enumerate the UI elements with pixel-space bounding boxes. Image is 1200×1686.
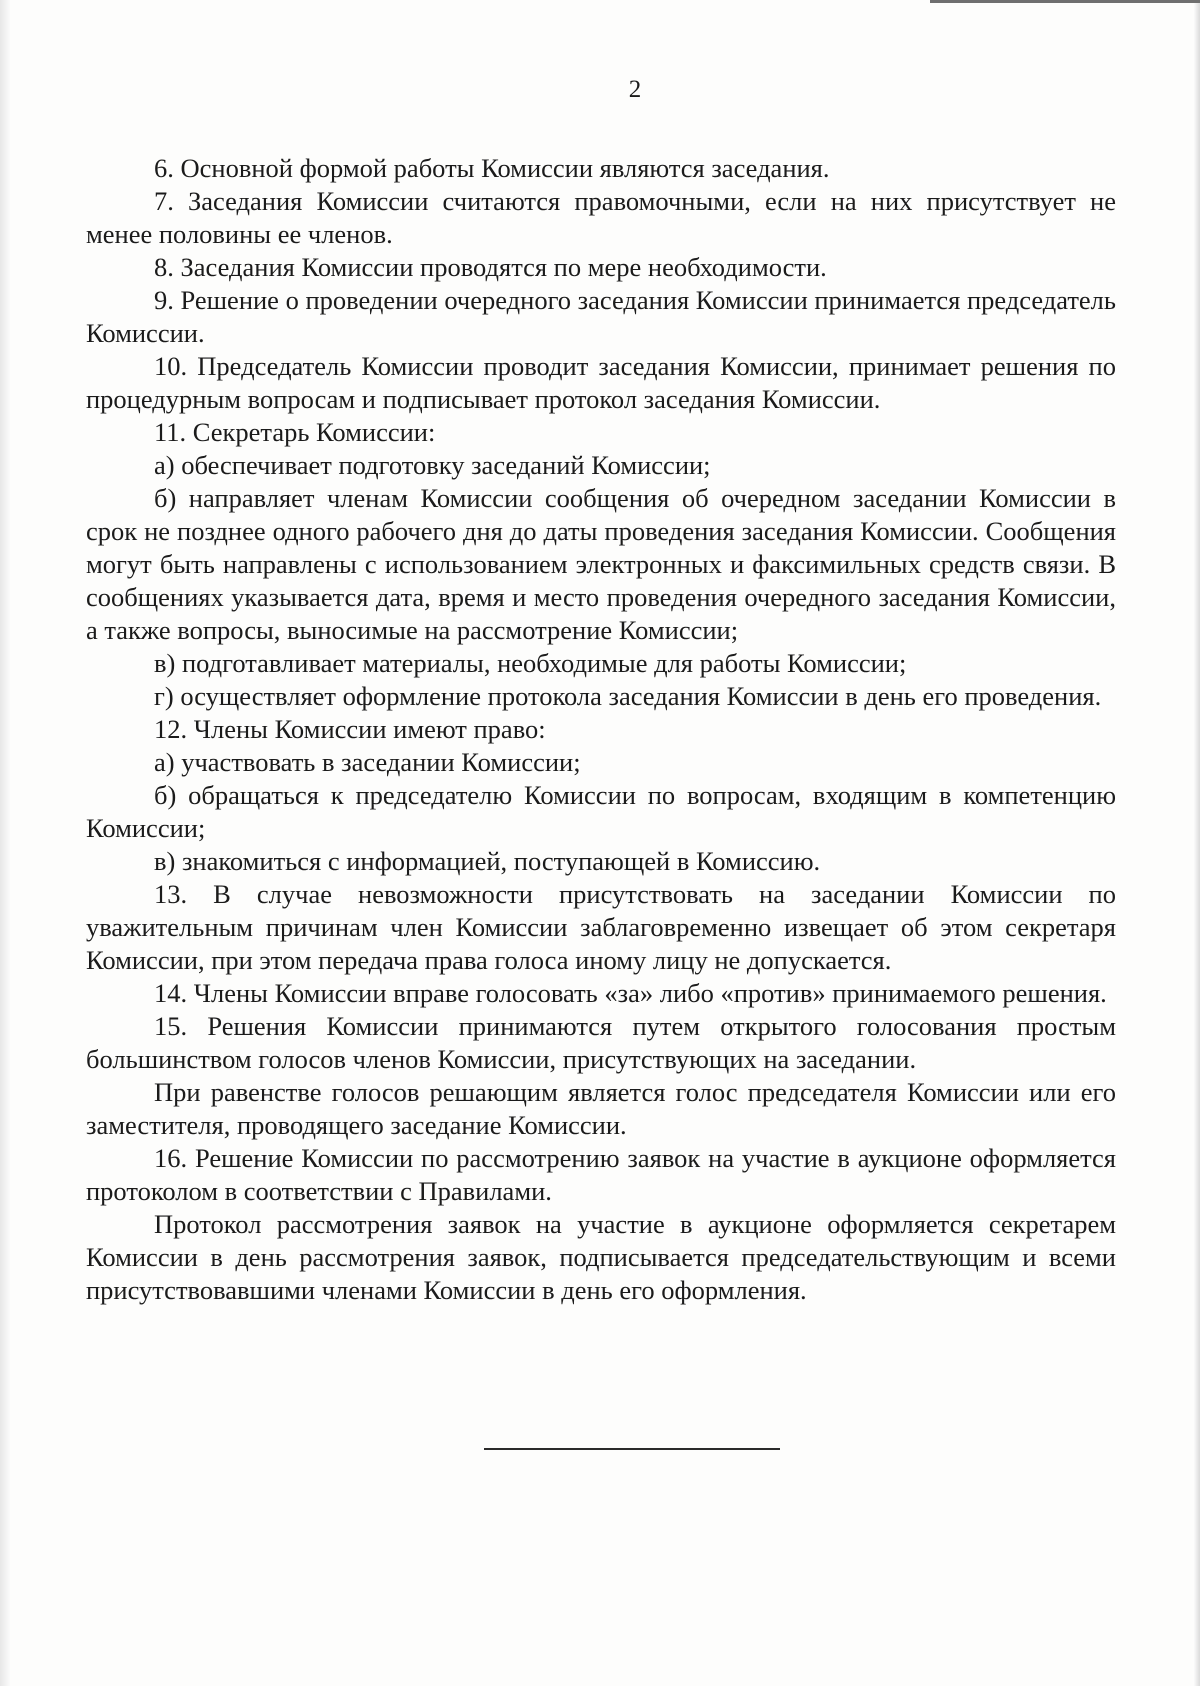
paragraph-15: 15. Решения Комиссии принимаются путем открытого голосования простым большинством голосов членов Комиссии, присутствующих на заседании. bbox=[86, 1011, 1116, 1074]
document-body bbox=[86, 152, 1116, 1307]
paragraph-13: 13. В случае невозможности присутствовать на заседании Комиссии по уважительным причинам член Комиссии заблаговременно извещает об этом секретаря Комиссии, при этом передача права голоса иному лицу не допускается. bbox=[86, 879, 1116, 975]
scan-right-edge bbox=[1194, 0, 1200, 1686]
paragraph-12-v: в) знакомиться с информацией, поступающей в Комиссию. bbox=[154, 846, 821, 876]
scan-top-edge-line bbox=[930, 0, 1200, 3]
paragraph-11-v: в) подготавливает материалы, необходимые для работы Комиссии; bbox=[154, 648, 907, 678]
page-number: 2 bbox=[628, 76, 642, 103]
paragraph-10: 10. Председатель Комиссии проводит заседания Комиссии, принимает решения по процедурным вопросам и подписывает протокол заседания Комиссии. bbox=[86, 351, 1116, 414]
paragraph-9: 9. Решение о проведении очередного заседания Комиссии принимается председатель Комиссии. bbox=[86, 285, 1116, 348]
paragraph-12-b: б) обращаться к председателю Комиссии по вопросам, входящим в компетенцию Комиссии; bbox=[86, 780, 1116, 843]
paragraph-6: 6. Основной формой работы Комиссии являются заседания. bbox=[154, 153, 830, 183]
paragraph-16: 16. Решение Комиссии по рассмотрению заявок на участие в аукционе оформляется протоколом в соответствии с Правилами. bbox=[86, 1143, 1116, 1206]
scan-left-edge bbox=[0, 0, 10, 1686]
paragraph-14: 14. Члены Комиссии вправе голосовать «за» либо «против» принимаемого решения. bbox=[154, 978, 1107, 1008]
paragraph-11-g: г) осуществляет оформление протокола заседания Комиссии в день его проведения. bbox=[154, 681, 1102, 711]
paragraph-8: 8. Заседания Комиссии проводятся по мере необходимости. bbox=[154, 252, 827, 282]
paragraph-11: 11. Секретарь Комиссии: bbox=[154, 417, 436, 447]
paragraph-15-tie: При равенстве голосов решающим является голос председателя Комиссии или его заместителя, проводящего заседание Комиссии. bbox=[86, 1077, 1116, 1140]
paragraph-11-a: а) обеспечивает подготовку заседаний Комиссии; bbox=[154, 450, 711, 480]
paragraph-16-protocol: Протокол рассмотрения заявок на участие в аукционе оформляется секретарем Комиссии в день рассмотрения заявок, подписывается председательствующим и всеми присутствовавшими членами Комиссии в день его оформления. bbox=[86, 1209, 1116, 1305]
end-separator-line bbox=[484, 1448, 780, 1450]
paragraph-12-a: а) участвовать в заседании Комиссии; bbox=[154, 747, 581, 777]
paragraph-12: 12. Члены Комиссии имеют право: bbox=[154, 714, 546, 744]
paragraph-7: 7. Заседания Комиссии считаются правомочными, если на них присутствует не менее половины ее членов. bbox=[86, 186, 1116, 249]
paragraph-11-b: б) направляет членам Комиссии сообщения об очередном заседании Комиссии в срок не позднее одного рабочего дня до даты проведения заседания Комиссии. Сообщения могут быть направлены с использованием электронных и факсимильных средств связи. В сообщениях указывается дата, время и место проведения очередного заседания Комиссии, а также вопросы, выносимые на рассмотрение Комиссии; bbox=[86, 483, 1116, 645]
